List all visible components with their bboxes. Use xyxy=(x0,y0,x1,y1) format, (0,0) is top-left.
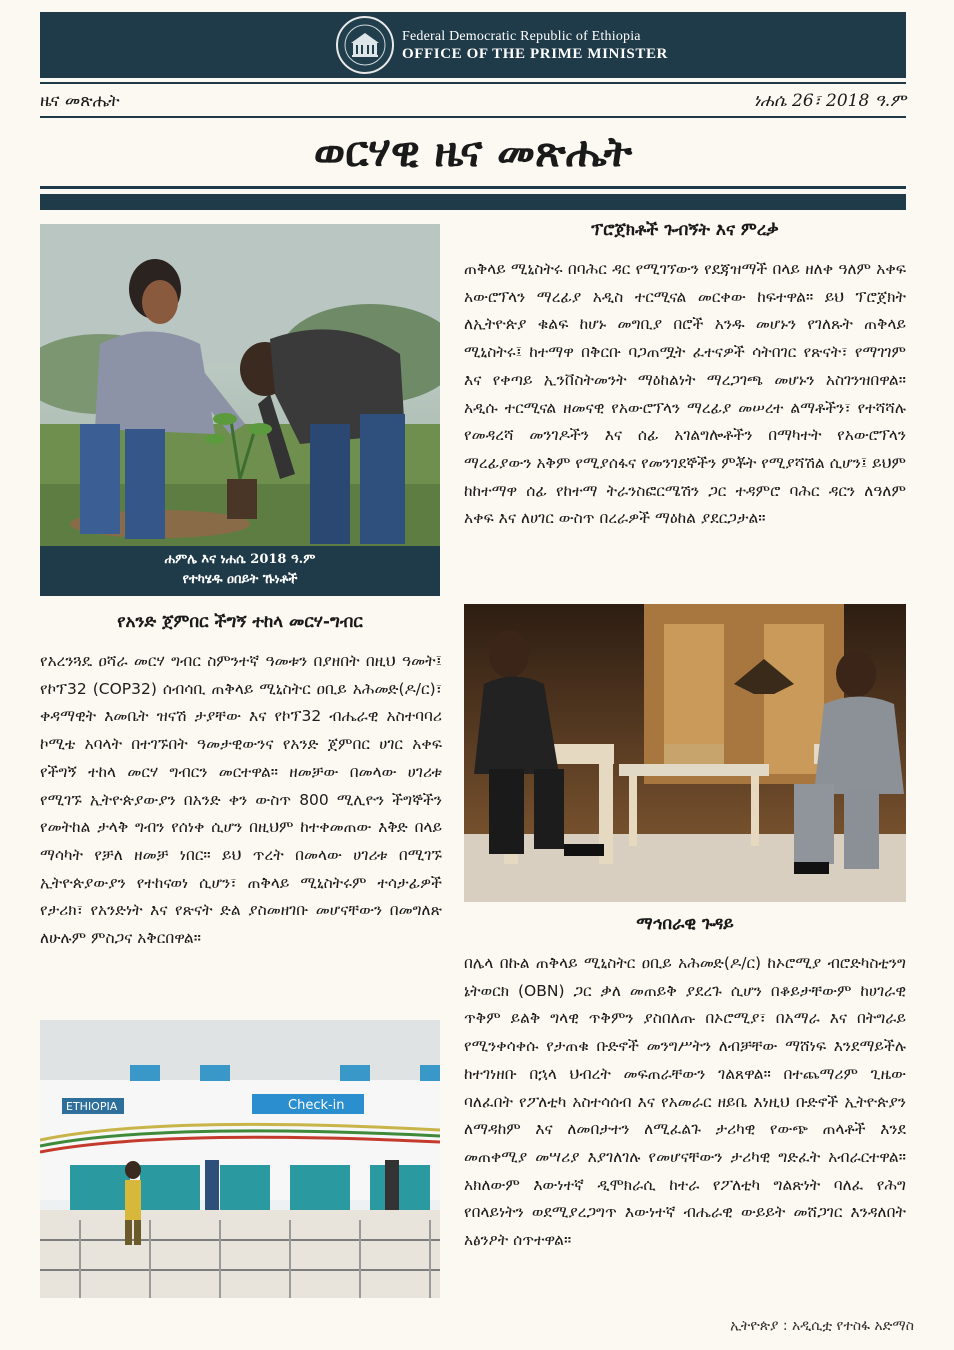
checkin-sign-text: Check-in xyxy=(288,1098,345,1113)
tree-planting-photo xyxy=(40,224,440,546)
issue-date: ነሐሴ 26፣ 2018 ዓ.ም xyxy=(753,91,906,111)
social-body: በሌላ በኩል ጠቅላይ ሚኒስትር ዐቢይ አሕመድ(ዶ/ር) ከኦሮሚያ ብሮድካስቲንግ ኔትወርክ (OBN) ጋር ቃለ መጠይቅ ያደረጉ ሲሆን በቆይታቸውም ከሀገራዊ ጥቅም ይልቅ ግላዊ ጥቅምን ያስበለጡ በኦሮሚያ፣ በአማራ እና በትግራይ የሚንቀሳቀሱ የታጠቁ ቡድኖች መንግሥትን ለብቻቸው ማሸነፍ እንደማይችሉ ከተገነዘቡ በኋላ ህብረት መፍጠራቸውን ገልጸዋል። በተጨማሪም ጊዜው ባለፈበት የፖለቲካ አስተሳሰብ እና የአመራር ዘይቤ እነዚህ ቡድኖች ኢትዮጵያን ለማዳከም እና ለመበታተን ለሚፈልጉ ታሪካዊ የውጭ ጠላቶች እንደ መጠቀሚያ መሣሪያ እያገለገሉ የመሆናቸውን ታሪካዊ ግድፈት አብራርተዋል። አክለውም እውነተኛ ዲሞክራሲ ከተራ የፖለቲካ ግልጽነት ባለፈ የሕግ የበላይነትን ወደሚያረጋግጥ እውነተኛ ብሔራዊ ውይይት መሸጋገር እንዳለበት አፅንዖት ሰጥተዋል። xyxy=(464,954,906,1250)
photo-caption xyxy=(40,546,440,596)
ethiopia-wall-logo: ETHIOPIA xyxy=(66,1100,118,1113)
divider xyxy=(40,82,906,84)
divider xyxy=(40,186,906,189)
social-heading: ማኅበራዊ ጉዳይ xyxy=(636,914,734,934)
projects-body: ጠቅላይ ሚኒስትሩ በባሕር ዳር የሚገኘውን የደጃዝማች በላይ ዘለቀ ዓለም አቀፍ አውሮፕላን ማረፊያ አዲስ ተርሚናል መርቀው ከፍተዋል። ይህ ፕሮጀክት ለኢትዮጵያ ቁልፍ ከሆኑ መግቢያ በሮች አንዱ መሆኑን የገለጹት ጠቅላይ ሚኒስትሩ፤ ከተማዋ በቅርቡ ባጋጠሟት ፈተናዎች ሳትበገር የጽናት፣ የማገገም እና የቀጣይ ኢንቨስትመንት ማዕከልነት ማረጋገጫ መሆኑን አስገንዝበዋል። አዲሱ ተርሚናል ዘመናዊ የአውሮፕላን ማረፊያ መሠረተ ልማቶችን፣ የተሻሻሉ የመዳረሻ መንገዶችን እና ሰፊ አገልግሎቶችን በማካተት የአውሮፕላን ማረፊያውን አቅም የሚያሰፋና የመንገደኞችን ምቾት የሚያሻሽል ሲሆን፤ ይህም ከከተማዋ ሰፊ የከተማ ትራንስፎርሜሽን ጋር ተዳምሮ ባሕር ዳርን ለዓለም አቀፍ እና ለሀገር ውስጥ በረራዎች ማዕከል ያደርጋታል። xyxy=(464,260,906,528)
footer-credit: ኢትዮጵያ : አዲሲቷ የተስፋ አድማስ xyxy=(730,1318,914,1334)
caption-line-2: የተካሄዱ ዐበይት ኹነቶች xyxy=(182,572,298,587)
green-legacy-heading: የአንድ ጀምበር ችግኝ ተከላ መርሃ-ግብር xyxy=(117,612,363,632)
header-banner xyxy=(40,12,906,78)
caption-line-1: ሐምሌ እና ነሐሴ 2018 ዓ.ም xyxy=(164,552,316,567)
projects-heading: ፕሮጀክቶች ጉብኝት እና ምረቃ xyxy=(591,220,779,240)
header-country-name: Federal Democratic Republic of Ethiopia xyxy=(402,29,641,44)
government-seal-logo xyxy=(336,16,394,74)
masthead-title: ወርሃዊ ዜና መጽሔት xyxy=(313,127,633,176)
green-legacy-body: የአረንጓዴ ዐሻራ መርሃ ግብር ስምንተኛ ዓመቱን በያዘበት በዚህ ዓመት፤ የኮፕ32 (COP32) ሰብሳቢ ጠቅላይ ሚኒስትር ዐቢይ አሕመድ(ዶ/ር)፣ ቀዳማዊት እመቤት ዝናሽ ታያቸው እና የኮፕ32 ብሔራዊ አስተባባሪ ኮሚቴ አባላት በተገኙበት ዓመታዊውንና የአንድ ጀምበር ሀገር አቀፍ የችግኝ ተከላ መርሃ ግብርን መርተዋል። ዘመቻው በመላው ሀገሪቱ የሚገኙ ኢትዮጵያውያን በአንድ ቀን ውስጥ 800 ሚሊዮን ችግኞችን የመትከል ታላቅ ግብን የሰነቀ ሲሆን በዚህም ከተቀመጠው እቅድ በላይ ማሳካት የቻለ ዘመቻ ነበር። ይህ ጥረት በመላው ሀገሪቱ በሚገኙ ኢትዮጵያውያን የተከናወነ ሲሆን፣ ጠቅላይ ሚኒስትሩም ተሳታፊዎች የታሪክ፣ የአንድነት እና የጽናት ድል ያስመዘገቡ መሆናቸውን በመግለጽ ለሁሉም ምስጋና አቅርበዋል። xyxy=(40,652,442,948)
interview-photo xyxy=(464,604,906,902)
divider xyxy=(40,116,906,118)
airport-checkin-photo xyxy=(40,1020,440,1298)
magazine-label: ዜና መጽሔት xyxy=(40,91,120,111)
header-office-name: OFFICE OF THE PRIME MINISTER xyxy=(402,46,668,62)
divider xyxy=(40,194,906,210)
